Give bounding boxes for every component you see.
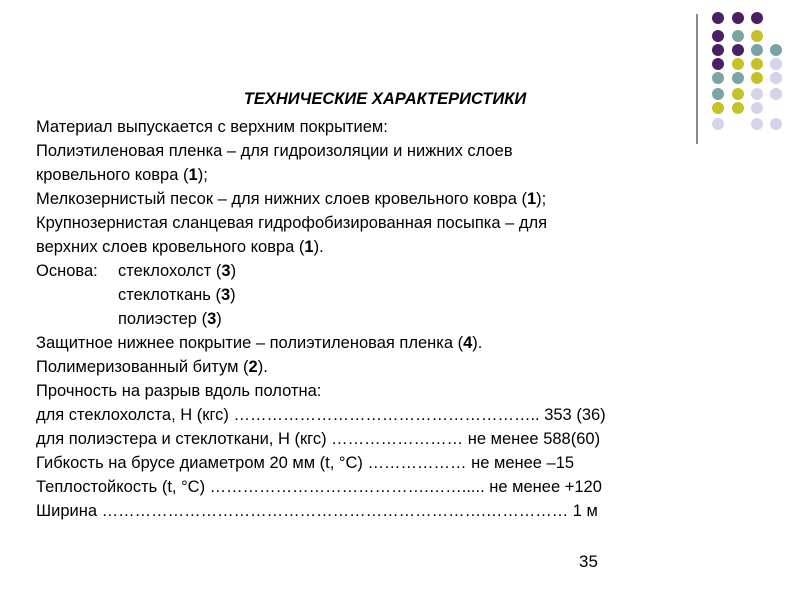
spec-line: Ширина …………………………………………………………….…………… 1 м (36, 502, 598, 520)
spec-line: верхних слоев кровельного ковра (1). (36, 238, 324, 256)
decorative-dot (770, 118, 782, 130)
spec-line: Крупнозернистая сланцевая гидрофобизированная посыпка – для (36, 214, 548, 232)
spec-line: Теплостойкость (t, °C) ………………………………….……..... не менее +120 (36, 478, 602, 496)
decorative-dot (732, 44, 744, 56)
decorative-dot (751, 30, 763, 42)
spec-line-base (36, 259, 756, 283)
slide-title: ТЕХНИЧЕСКИЕ ХАРАКТЕРИСТИКИ (243, 90, 527, 108)
spec-list (36, 115, 756, 523)
decorative-dot (770, 72, 782, 84)
decorative-dot (732, 12, 744, 24)
spec-line: для полиэстера и стеклоткани, Н (кгс) …………………… не менее 588(60) (36, 430, 601, 448)
decorative-dot (770, 88, 782, 100)
spec-line: кровельного ковра (1); (36, 166, 208, 184)
spec-line: Прочность на разрыв вдоль полотна: (36, 382, 322, 400)
decorative-dot (770, 58, 782, 70)
decorative-dot (732, 72, 744, 84)
base-label: Основа: (36, 262, 98, 280)
spec-line: для стеклохолста, Н (кгс) ……………………………………………….. 353 (36) (36, 406, 606, 424)
spec-line: Полимеризованный битум (2). (36, 358, 268, 376)
spec-line: Мелкозернистый песок – для нижних слоев кровельного ковра (1); (36, 190, 547, 208)
decorative-dot (732, 58, 744, 70)
decorative-dot (712, 30, 724, 42)
base-item: стеклохолст (3) (118, 262, 237, 280)
decorative-dot (712, 72, 724, 84)
decorative-dot (751, 58, 763, 70)
spec-line: Гибкость на брусе диаметром 20 мм (t, °C) ……………… не менее –15 (36, 454, 575, 472)
base-item: стеклоткань (3) (118, 286, 236, 304)
decorative-dot (751, 44, 763, 56)
page-number: 35 (579, 552, 598, 571)
decorative-dot (712, 44, 724, 56)
spec-line: Полиэтиленовая пленка – для гидроизоляции и нижних слоев (36, 142, 513, 160)
base-item: полиэстер (3) (118, 310, 222, 328)
decorative-dot (770, 44, 782, 56)
decorative-dot (751, 12, 763, 24)
spec-line: Защитное нижнее покрытие – полиэтиленовая пленка (4). (36, 334, 483, 352)
decorative-dot (751, 72, 763, 84)
decorative-dot (732, 30, 744, 42)
decorative-dot (712, 12, 724, 24)
spec-line: Материал выпускается с верхним покрытием: (36, 118, 388, 136)
decorative-dot (712, 58, 724, 70)
